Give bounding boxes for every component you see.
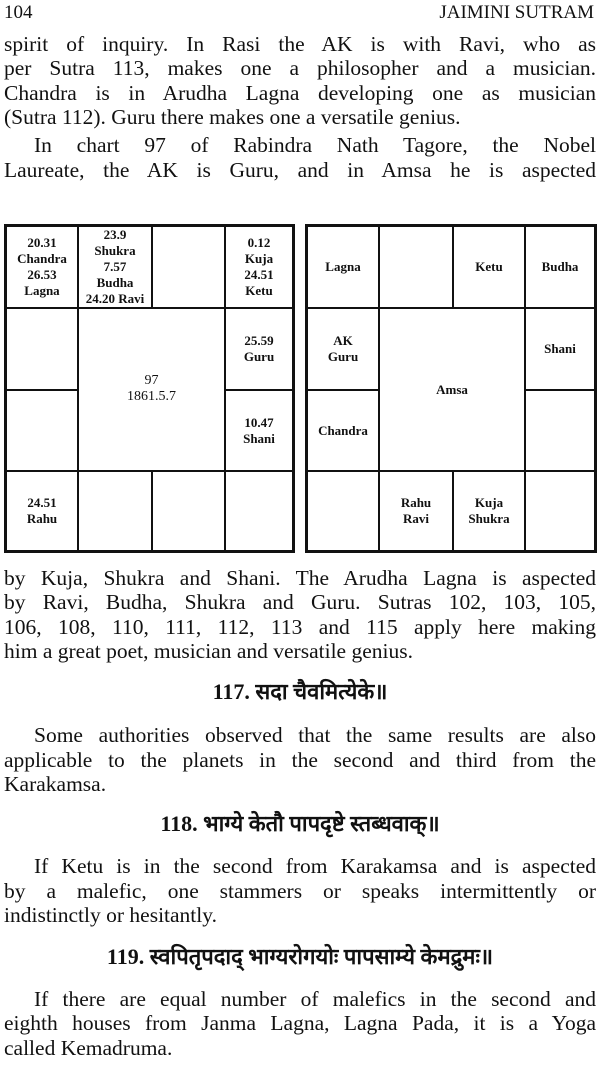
- chart-house: 20.31 Chandra 26.53 Lagna: [6, 226, 78, 308]
- text-line: Karakamsa.: [4, 772, 107, 796]
- text-line: Some authorities observed that the same results are also: [34, 723, 596, 747]
- chart-house: 23.9 Shukra 7.57 Budha 24.20 Ravi: [78, 226, 152, 308]
- chart-house: Lagna: [307, 226, 379, 308]
- chart-house: 24.51 Rahu: [6, 471, 78, 551]
- page-number: 104: [4, 2, 33, 23]
- text-line: Chandra is in Arudha Lagna developing one as musician: [4, 81, 596, 105]
- sutra-heading: 118. भाग्ये केतौ पापदृष्टे स्तब्धवाक्॥: [160, 811, 440, 836]
- chart-house: 0.12 Kuja 24.51 Ketu: [225, 226, 293, 308]
- text-line: eighth houses from Janma Lagna, Lagna Pada, it is a Yoga: [4, 1011, 596, 1035]
- chart-house: [379, 226, 453, 308]
- chart-house: Chandra: [307, 390, 379, 471]
- running-title: JAIMINI SUTRAM: [439, 2, 594, 23]
- chart-house: [152, 226, 225, 308]
- text-line: per Sutra 113, makes one a philosopher and a musician.: [4, 56, 596, 80]
- rasi-chart: [4, 224, 295, 553]
- chart-house: Kuja Shukra: [453, 471, 525, 551]
- text-line: called Kemadruma.: [4, 1036, 173, 1060]
- chart-house: AK Guru: [307, 308, 379, 390]
- sutra-heading: 117. सदा चैवमित्येके॥: [212, 679, 388, 704]
- chart-center-label: 97 1861.5.7: [78, 308, 225, 471]
- amsa-chart: [305, 224, 597, 553]
- chart-house: 25.59 Guru: [225, 308, 293, 390]
- text-line: by a malefic, one stammers or speaks intermittently or: [4, 879, 596, 903]
- text-line: In chart 97 of Rabindra Nath Tagore, the Nobel: [34, 133, 596, 157]
- chart-house: Ketu: [453, 226, 525, 308]
- text-line: applicable to the planets in the second and third from the: [4, 748, 596, 772]
- chart-house: [525, 471, 595, 551]
- text-line: spirit of inquiry. In Rasi the AK is with Ravi, who as: [4, 32, 596, 56]
- text-line: (Sutra 112). Guru there makes one a versatile genius.: [4, 105, 461, 129]
- chart-house: [152, 471, 225, 551]
- chart-house: Rahu Ravi: [379, 471, 453, 551]
- text-line: Laureate, the AK is Guru, and in Amsa he is aspected: [4, 158, 596, 182]
- chart-house: [225, 471, 293, 551]
- chart-house: Budha: [525, 226, 595, 308]
- chart-center-label: Amsa: [379, 308, 525, 471]
- text-line: by Kuja, Shukra and Shani. The Arudha Lagna is aspected: [4, 566, 596, 590]
- text-line: 106, 108, 110, 111, 112, 113 and 115 apply here making: [4, 615, 596, 639]
- text-line: If Ketu is in the second from Karakamsa and is aspected: [34, 854, 596, 878]
- sutra-heading: 119. स्वपितृपदाद् भाग्यरोगयोः पापसाम्ये केमद्रुमः॥: [106, 944, 494, 969]
- text-line: him a great poet, musician and versatile genius.: [4, 639, 413, 663]
- chart-house: 10.47 Shani: [225, 390, 293, 471]
- chart-house: [6, 308, 78, 390]
- chart-house: [525, 390, 595, 471]
- text-line: indistinctly or hesitantly.: [4, 903, 217, 927]
- text-line: by Ravi, Budha, Shukra and Guru. Sutras 102, 103, 105,: [4, 590, 596, 614]
- chart-house: [78, 471, 152, 551]
- chart-house: Shani: [525, 308, 595, 390]
- chart-house: [307, 471, 379, 551]
- chart-house: [6, 390, 78, 471]
- text-line: If there are equal number of malefics in the second and: [34, 987, 596, 1011]
